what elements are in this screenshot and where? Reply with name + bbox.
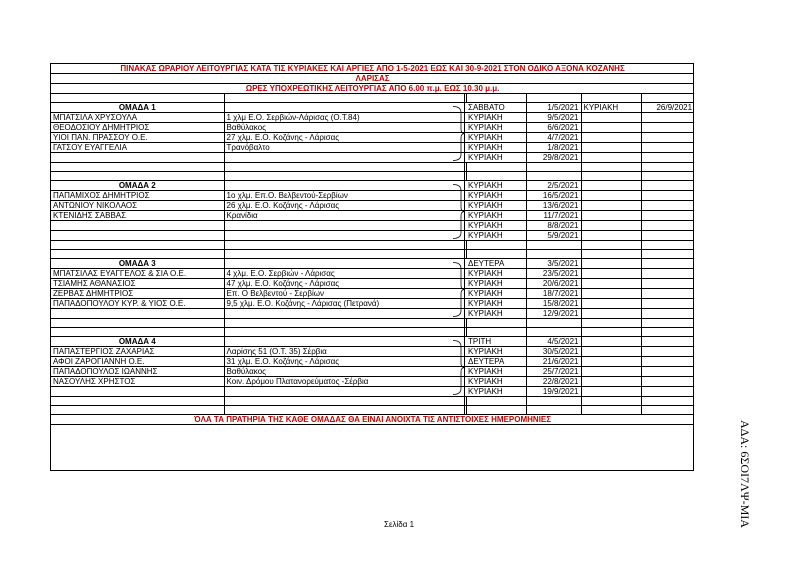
station-name: ΜΠΑΤΣΙΛΑΣ ΕΥΑΓΓΕΛΟΣ & ΣΙΑ Ο.Ε.: [51, 269, 224, 279]
brace-cell: [464, 191, 466, 201]
empty-cell: [641, 94, 694, 103]
date-cell: 6/6/2021: [526, 123, 581, 133]
empty-cell: [641, 309, 694, 319]
station-address: Βαθύλακος: [224, 367, 464, 377]
day-cell: ΚΥΡΙΑΚΗ: [466, 181, 526, 191]
title-line-2: ΛΑΡΙΣΑΣ: [51, 74, 694, 84]
brace-cell: [464, 201, 466, 211]
brace-cell: [464, 367, 466, 377]
empty-cell: [641, 319, 694, 328]
date-cell: 4/7/2021: [526, 133, 581, 143]
station-address: [224, 231, 464, 241]
day-cell: ΚΥΡΙΑΚΗ: [466, 153, 526, 163]
day-cell: ΔΕΥΤΕΡΑ: [466, 357, 526, 367]
empty-cell: [224, 397, 464, 406]
date-cell: 2/5/2021: [526, 181, 581, 191]
schedule-sheet: [50, 63, 694, 471]
address-cell: [224, 337, 464, 347]
day-cell: ΚΥΡΙΑΚΗ: [466, 309, 526, 319]
station-name: [51, 387, 224, 397]
empty-cell: [641, 123, 694, 133]
date-cell: 22/8/2021: [526, 377, 581, 387]
brace-cell: [464, 133, 466, 143]
empty-cell: [581, 377, 641, 387]
empty-cell: [224, 328, 464, 337]
brace-cell: [464, 289, 466, 299]
group-name: ΟΜΑΔΑ 3: [51, 259, 224, 269]
empty-cell: [581, 211, 641, 221]
station-address: [224, 153, 464, 163]
date-cell: 29/8/2021: [526, 153, 581, 163]
empty-cell: [641, 367, 694, 377]
day-cell: ΚΥΡΙΑΚΗ: [466, 347, 526, 357]
empty-cell: [581, 289, 641, 299]
day-cell: ΚΥΡΙΑΚΗ: [466, 123, 526, 133]
brace-cell: [464, 181, 466, 191]
station-address: Επ. Ο Βελβεντού - Σερβίων: [224, 289, 464, 299]
date-cell: 1/5/2021: [526, 103, 581, 113]
date-cell: 12/9/2021: [526, 309, 581, 319]
station-name: ΓΑΤΣΟΥ ΕΥΑΓΓΕΛΙΑ: [51, 143, 224, 153]
empty-cell: [526, 94, 581, 103]
empty-cell: [641, 250, 694, 259]
station-name: ΑΝΤΩΝΙΟΥ ΝΙΚΟΛΑΟΣ: [51, 201, 224, 211]
station-address: Τρανόβαλτο: [224, 143, 464, 153]
empty-cell: [641, 347, 694, 357]
empty-cell: [526, 163, 581, 172]
empty-cell: [641, 221, 694, 231]
schedule-table: [51, 64, 694, 425]
station-address: Κρανίδια: [224, 211, 464, 221]
empty-cell: [581, 163, 641, 172]
empty-cell: [641, 201, 694, 211]
brace-cell: [464, 123, 466, 133]
empty-cell: [526, 172, 581, 181]
brace-cell: [464, 269, 466, 279]
station-address: 1 χλμ Ε.Ο. Σερβιών-Λάρισας (Ο.Τ.84): [224, 113, 464, 123]
empty-cell: [466, 172, 526, 181]
date-cell: 18/7/2021: [526, 289, 581, 299]
empty-cell: [581, 387, 641, 397]
date-cell: 4/5/2021: [526, 337, 581, 347]
empty-cell: [581, 269, 641, 279]
empty-cell: [581, 259, 641, 269]
station-address: [224, 309, 464, 319]
station-name: ΠΑΠΑΜΙΧΟΣ ΔΗΜΗΤΡΙΟΣ: [51, 191, 224, 201]
brace-cell: [464, 357, 466, 367]
empty-cell: [581, 337, 641, 347]
brace-cell: [464, 299, 466, 309]
empty-cell: [641, 113, 694, 123]
station-name: [51, 153, 224, 163]
empty-cell: [581, 201, 641, 211]
day-cell: ΚΥΡΙΑΚΗ: [466, 221, 526, 231]
date-cell: 8/8/2021: [526, 221, 581, 231]
page-number: Σελίδα 1: [384, 520, 415, 529]
station-address: [224, 221, 464, 231]
empty-cell: [51, 163, 224, 172]
empty-cell: [581, 309, 641, 319]
empty-cell: [581, 347, 641, 357]
date-cell: 1/8/2021: [526, 143, 581, 153]
empty-cell: [581, 191, 641, 201]
empty-cell: [641, 133, 694, 143]
empty-cell: [581, 181, 641, 191]
empty-cell: [641, 299, 694, 309]
empty-cell: [641, 406, 694, 415]
title-line-1: ΠΙΝΑΚΑΣ ΩΡΑΡΙΟΥ ΛΕΙΤΟΥΡΓΙΑΣ ΚΑΤΑ ΤΙΣ ΚΥΡΙΑΚΕΣ ΚΑΙ ΑΡΓΙΕΣ ΑΠΟ 1-5-2021 ΕΩΣ ΚΑΙ 30-9-2021 ΣΤΟΝ ΟΔΙΚΟ ΑΞΟΝΑ ΚΟΖΑΝΗΣ: [51, 64, 694, 74]
empty-cell: [581, 113, 641, 123]
day-cell: ΚΥΡΙΑΚΗ: [466, 201, 526, 211]
empty-cell: [466, 250, 526, 259]
date-cell: 20/6/2021: [526, 279, 581, 289]
day-cell: ΚΥΡΙΑΚΗ: [466, 191, 526, 201]
empty-cell: [641, 163, 694, 172]
station-name: ΚΤΕΝΙΔΗΣ ΣΑΒΒΑΣ: [51, 211, 224, 221]
station-name: ΝΑΣΟΥΛΗΣ ΧΡΗΣΤΟΣ: [51, 377, 224, 387]
empty-cell: [641, 328, 694, 337]
empty-cell: [466, 241, 526, 250]
empty-cell: [581, 367, 641, 377]
day-cell: ΚΥΡΙΑΚΗ: [466, 387, 526, 397]
empty-cell: [641, 337, 694, 347]
empty-cell: [641, 172, 694, 181]
empty-cell: [466, 406, 526, 415]
date-cell: 5/9/2021: [526, 231, 581, 241]
brace-cell: [464, 387, 466, 397]
date-cell: 9/5/2021: [526, 113, 581, 123]
empty-cell: [581, 153, 641, 163]
empty-cell: [51, 406, 224, 415]
day-cell: ΚΥΡΙΑΚΗ: [466, 133, 526, 143]
hours-line: ΩΡΕΣ ΥΠΟΧΡΕΩΤΙΚΗΣ ΛΕΙΤΟΥΡΓΙΑΣ ΑΠΟ 6.00 π.μ. ΕΩΣ 10.30 μ.μ.: [51, 84, 694, 94]
station-address: Κοιν. Δρόμου Πλατανορεύματος -Σέρβια: [224, 377, 464, 387]
brace-cell: [464, 231, 466, 241]
empty-cell: [581, 123, 641, 133]
brace-cell: [464, 153, 466, 163]
brace-cell: [464, 211, 466, 221]
station-name: ΑΦΟΙ ΖΑΡΟΓΙΑΝΝΗ Ο.Ε.: [51, 357, 224, 367]
empty-cell: [526, 328, 581, 337]
empty-cell: [641, 143, 694, 153]
empty-cell: [581, 221, 641, 231]
address-cell: [224, 259, 464, 269]
group-name: ΟΜΑΔΑ 1: [51, 103, 224, 113]
empty-cell: [51, 319, 224, 328]
date-cell: 23/5/2021: [526, 269, 581, 279]
empty-cell: [51, 397, 224, 406]
day-cell: ΚΥΡΙΑΚΗ: [466, 279, 526, 289]
station-address: [224, 387, 464, 397]
empty-cell: [581, 250, 641, 259]
station-name: ΖΕΡΒΑΣ ΔΗΜΗΤΡΙΟΣ: [51, 289, 224, 299]
empty-cell: [224, 241, 464, 250]
day-cell: ΚΥΡΙΑΚΗ: [466, 377, 526, 387]
brace-cell: [464, 337, 466, 347]
empty-cell: [581, 279, 641, 289]
station-name: ΠΑΠΑΔΟΠΟΥΛΟΥ ΚΥΡ. & ΥΙΟΣ Ο.Ε.: [51, 299, 224, 309]
day-cell: ΚΥΡΙΑΚΗ: [466, 231, 526, 241]
date-cell: 3/5/2021: [526, 259, 581, 269]
empty-cell: [641, 241, 694, 250]
empty-cell: [641, 153, 694, 163]
empty-cell: [581, 406, 641, 415]
day-cell: ΚΥΡΙΑΚΗ: [466, 143, 526, 153]
extra-date-cell: 26/9/2021: [641, 103, 694, 113]
empty-cell: [581, 133, 641, 143]
group-name: ΟΜΑΔΑ 2: [51, 181, 224, 191]
day-cell: ΤΡΙΤΗ: [466, 337, 526, 347]
empty-cell: [224, 94, 464, 103]
empty-cell: [581, 357, 641, 367]
station-address: 26 χλμ. Ε.Ο. Κοζάνης - Λάρισας: [224, 201, 464, 211]
empty-cell: [581, 172, 641, 181]
day-cell: ΚΥΡΙΑΚΗ: [466, 211, 526, 221]
station-address: 1ο χλμ. Επ.Ο. Βελβεντού-Σερβίων: [224, 191, 464, 201]
station-address: 4 χλμ. Ε.Ο. Σερβιών - Λάρισας: [224, 269, 464, 279]
empty-cell: [224, 172, 464, 181]
empty-cell: [51, 250, 224, 259]
empty-cell: [581, 319, 641, 328]
empty-cell: [224, 406, 464, 415]
empty-cell: [581, 328, 641, 337]
day-cell: ΚΥΡΙΑΚΗ: [466, 299, 526, 309]
empty-cell: [526, 319, 581, 328]
brace-cell: [464, 347, 466, 357]
station-address: 47 χλμ. Ε.Ο. Κοζάνης - Λάρισας: [224, 279, 464, 289]
date-cell: 11/7/2021: [526, 211, 581, 221]
brace-cell: [464, 113, 466, 123]
station-address: Λαρίσης 51 (Ο.Τ. 35) Σέρβια: [224, 347, 464, 357]
day-cell: ΚΥΡΙΑΚΗ: [466, 367, 526, 377]
empty-cell: [581, 299, 641, 309]
empty-cell: [581, 241, 641, 250]
empty-cell: [581, 143, 641, 153]
brace-cell: [464, 377, 466, 387]
station-name: ΠΑΠΑΔΟΠΟΥΛΟΣ ΙΩΑΝΝΗΣ: [51, 367, 224, 377]
document-code: ΑΔΑ: 6ΣΟΙ7ΛΨ-ΜΙΑ: [738, 420, 752, 528]
group-name: ΟΜΑΔΑ 4: [51, 337, 224, 347]
date-cell: 15/8/2021: [526, 299, 581, 309]
empty-cell: [641, 269, 694, 279]
empty-cell: [466, 94, 526, 103]
station-address: 27 χλμ. Ε.Ο. Κοζάνης - Λάρισας: [224, 133, 464, 143]
brace-cell: [464, 279, 466, 289]
station-address: 9,5 χλμ. Ε.Ο. Κοζάνης - Λάρισας (Πετρανά): [224, 299, 464, 309]
empty-cell: [641, 191, 694, 201]
station-name: [51, 231, 224, 241]
empty-cell: [224, 319, 464, 328]
empty-cell: [641, 397, 694, 406]
empty-cell: [641, 231, 694, 241]
empty-cell: [581, 231, 641, 241]
day-cell: ΔΕΥΤΕΡΑ: [466, 259, 526, 269]
day-cell: ΚΥΡΙΑΚΗ: [466, 113, 526, 123]
empty-cell: [641, 211, 694, 221]
empty-cell: [526, 241, 581, 250]
empty-cell: [641, 387, 694, 397]
empty-cell: [526, 250, 581, 259]
address-cell: [224, 181, 464, 191]
empty-cell: [224, 163, 464, 172]
empty-cell: [51, 328, 224, 337]
empty-cell: [641, 279, 694, 289]
empty-cell: [51, 94, 224, 103]
empty-cell: [466, 319, 526, 328]
empty-cell: [466, 163, 526, 172]
empty-cell: [526, 406, 581, 415]
date-cell: 19/9/2021: [526, 387, 581, 397]
empty-cell: [581, 397, 641, 406]
empty-cell: [641, 289, 694, 299]
empty-cell: [641, 357, 694, 367]
date-cell: 30/5/2021: [526, 347, 581, 357]
empty-cell: [224, 250, 464, 259]
empty-cell: [51, 241, 224, 250]
station-name: ΠΑΠΑΣΤΕΡΓΙΟΣ ΖΑΧΑΡΙΑΣ: [51, 347, 224, 357]
date-cell: 21/6/2021: [526, 357, 581, 367]
empty-cell: [641, 377, 694, 387]
day-cell: ΚΥΡΙΑΚΗ: [466, 269, 526, 279]
empty-cell: [51, 172, 224, 181]
empty-cell: [581, 94, 641, 103]
station-address: Βαθύλακος: [224, 123, 464, 133]
empty-cell: [526, 397, 581, 406]
station-name: [51, 309, 224, 319]
empty-cell: [641, 181, 694, 191]
extra-day-cell: ΚΥΡΙΑΚΗ: [581, 103, 641, 113]
station-name: ΥΙΟΙ ΠΑΝ. ΠΡΑΣΣΟΥ Ο.Ε.: [51, 133, 224, 143]
footer-note: ΌΛΑ ΤΑ ΠΡΑΤΗΡΙΑ ΤΗΣ ΚΑΘΕ ΟΜΑΔΑΣ ΘΑ ΕΙΝΑΙ ΑΝΟΙΧΤΑ ΤΙΣ ΑΝΤΙΣΤΟΙΧΕΣ ΗΜΕΡΟΜΗΝΙΕΣ: [51, 415, 694, 425]
brace-cell: [464, 221, 466, 231]
date-cell: 13/6/2021: [526, 201, 581, 211]
date-cell: 25/7/2021: [526, 367, 581, 377]
address-cell: [224, 103, 464, 113]
brace-cell: [464, 259, 466, 269]
empty-cell: [466, 328, 526, 337]
empty-cell: [466, 397, 526, 406]
station-name: [51, 221, 224, 231]
date-cell: 16/5/2021: [526, 191, 581, 201]
station-name: ΘΕΟΔΟΣΙΟΥ ΔΗΜΗΤΡΙΟΣ: [51, 123, 224, 133]
brace-cell: [464, 103, 466, 113]
empty-cell: [641, 259, 694, 269]
day-cell: ΣΑΒΒΑΤΟ: [466, 103, 526, 113]
day-cell: ΚΥΡΙΑΚΗ: [466, 289, 526, 299]
brace-cell: [464, 143, 466, 153]
brace-cell: [464, 309, 466, 319]
station-name: ΤΣΙΑΜΗΣ ΑΘΑΝΑΣΙΟΣ: [51, 279, 224, 289]
station-name: ΜΠΑΤΣΙΛΑ ΧΡΥΣΟΥΛΑ: [51, 113, 224, 123]
station-address: 31 χλμ. Ε.Ο. Κοζάνης - Λάρισας: [224, 357, 464, 367]
